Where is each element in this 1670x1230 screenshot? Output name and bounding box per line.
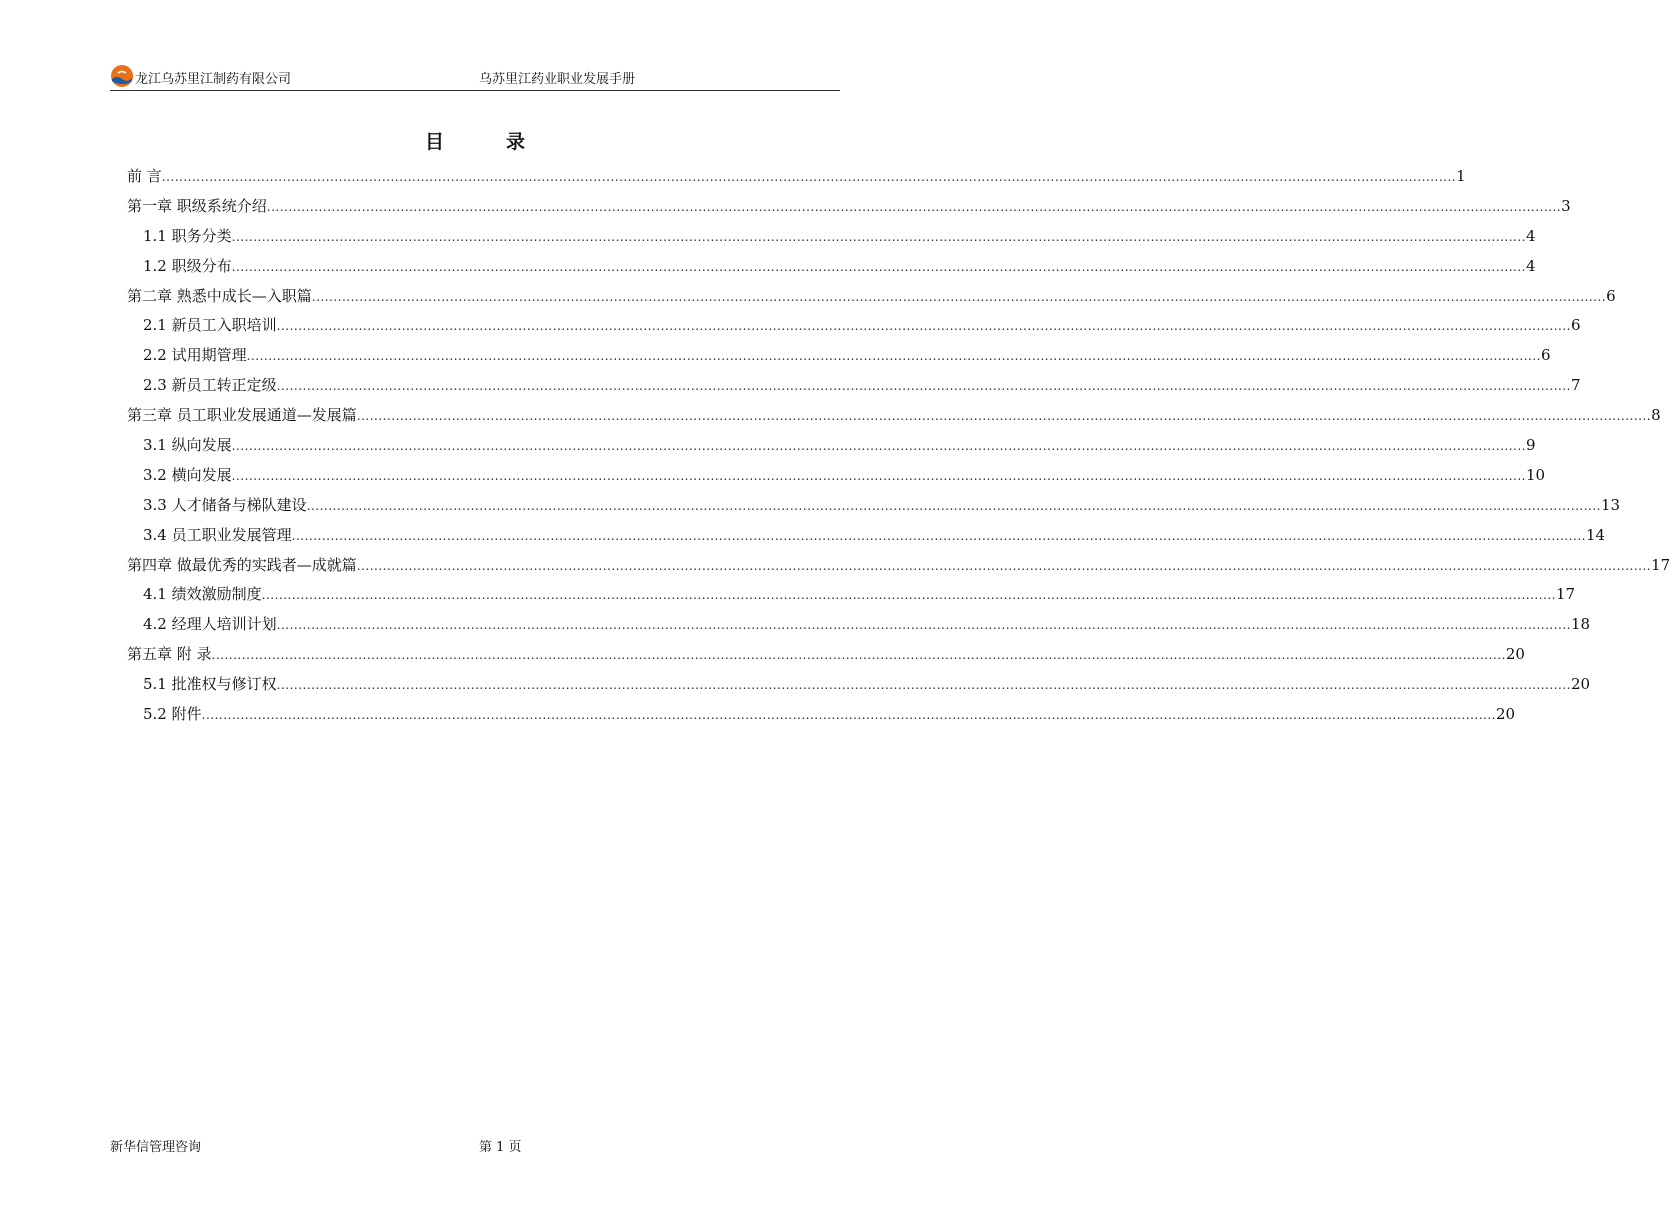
toc-entry-label: 3.2 横向发展: [143, 465, 232, 484]
toc-entry-label: 第三章 员工职业发展通道—发展篇: [127, 406, 357, 425]
toc-entry-page: 17: [1651, 555, 1670, 574]
toc-entry-page: 13: [1600, 495, 1621, 514]
toc-leader-dots: ............................................................................................................................................................................................................................................................................................................: [231, 468, 1526, 483]
toc-leader-dots: ............................................................................................................................................................................................................................................................................................................: [356, 558, 1652, 573]
toc-entry-label: 1.2 职级分布: [143, 256, 232, 275]
toc-entry-label: 5.1 批准权与修订权: [143, 675, 277, 694]
toc-entry-label: 2.2 试用期管理: [143, 346, 247, 365]
page-title: 目录: [424, 131, 587, 153]
toc-entry[interactable]: [127, 252, 1536, 282]
toc-entry-page: 7: [1570, 376, 1581, 395]
toc-entry-label: 5.2 附件: [143, 705, 202, 724]
toc-entry[interactable]: [127, 401, 1661, 431]
company-logo-icon: [110, 64, 134, 88]
toc-entry[interactable]: [127, 461, 1546, 491]
toc-entry-label: 1.1 职务分类: [143, 226, 232, 245]
toc-entry[interactable]: [127, 162, 1466, 192]
toc-entry-page: 20: [1570, 675, 1591, 694]
toc-entry[interactable]: [127, 700, 1516, 730]
toc-entry-page: 10: [1525, 465, 1546, 484]
toc-leader-dots: ............................................................................................................................................................................................................................................................................................................: [201, 708, 1496, 723]
toc-leader-dots: ............................................................................................................................................................................................................................................................................................................: [276, 379, 1571, 394]
toc-entry[interactable]: [127, 282, 1616, 312]
toc-leader-dots: ............................................................................................................................................................................................................................................................................................................: [161, 170, 1457, 184]
toc-entry-label: 3.4 员工职业发展管理: [143, 525, 292, 544]
toc-entry-label: 第一章 职级系统介绍: [127, 196, 267, 215]
toc-entry-label: 2.3 新员工转正定级: [143, 376, 277, 395]
toc-entry[interactable]: [127, 670, 1591, 700]
toc-leader-dots: ............................................................................................................................................................................................................................................................................................................: [306, 498, 1601, 513]
toc-entry[interactable]: [127, 640, 1525, 670]
footer-publisher: 新华信管理咨询: [110, 1140, 202, 1155]
toc-entry-page: 3: [1561, 196, 1571, 215]
toc-leader-dots: ............................................................................................................................................................................................................................................................................................................: [231, 259, 1526, 274]
toc-leader-dots: ............................................................................................................................................................................................................................................................................................................: [276, 678, 1571, 693]
toc-entry[interactable]: [127, 371, 1581, 401]
toc-entry-page: 8: [1651, 406, 1661, 425]
toc-entry[interactable]: [127, 431, 1536, 461]
toc-entry-label: 4.1 绩效激励制度: [143, 585, 262, 604]
toc-leader-dots: ............................................................................................................................................................................................................................................................................................................: [356, 409, 1652, 424]
toc-entry-page: 20: [1505, 645, 1525, 664]
toc-entry[interactable]: [127, 222, 1536, 252]
toc-entry-label: 第二章 熟悉中成长—入职篇: [127, 286, 312, 305]
toc-entry-label: 第五章 附 录: [127, 645, 212, 664]
toc-entry-label: 3.3 人才储备与梯队建设: [143, 495, 307, 514]
toc-entry-page: 18: [1570, 615, 1591, 634]
manual-title: 乌苏里江药业职业发展手册: [479, 72, 636, 87]
toc-entry-page: 6: [1570, 316, 1581, 335]
toc-entry[interactable]: [127, 491, 1621, 521]
toc-entry-label: 第四章 做最优秀的实践者—成就篇: [127, 555, 357, 574]
toc-entry[interactable]: [127, 580, 1576, 610]
toc-leader-dots: ............................................................................................................................................................................................................................................................................................................: [276, 319, 1571, 334]
toc-leader-dots: ............................................................................................................................................................................................................................................................................................................: [231, 439, 1526, 454]
toc-leader-dots: ............................................................................................................................................................................................................................................................................................................: [291, 528, 1586, 543]
toc-leader-dots: ............................................................................................................................................................................................................................................................................................................: [266, 199, 1562, 214]
company-name: 龙江乌苏里江制药有限公司: [135, 72, 292, 87]
table-of-contents: [127, 162, 1670, 730]
toc-entry-label: 4.2 经理人培训计划: [143, 615, 277, 634]
toc-leader-dots: ............................................................................................................................................................................................................................................................................................................: [261, 588, 1556, 603]
toc-entry-page: 17: [1555, 585, 1576, 604]
toc-entry[interactable]: [127, 311, 1581, 341]
toc-entry-page: 1: [1456, 167, 1466, 185]
toc-entry-page: 9: [1525, 436, 1536, 455]
toc-entry-page: 20: [1495, 705, 1516, 724]
toc-leader-dots: ............................................................................................................................................................................................................................................................................................................: [246, 349, 1541, 364]
toc-leader-dots: ............................................................................................................................................................................................................................................................................................................: [211, 648, 1506, 663]
toc-entry[interactable]: [127, 192, 1571, 222]
toc-entry-label: 前 言: [127, 167, 162, 185]
toc-entry[interactable]: [127, 551, 1670, 581]
page-header: [110, 62, 840, 91]
toc-entry-page: 4: [1525, 256, 1536, 275]
toc-entry[interactable]: [127, 610, 1591, 640]
footer-page-number: 第 1 页: [479, 1140, 522, 1155]
toc-entry-label: 3.1 纵向发展: [143, 436, 232, 455]
toc-entry-page: 6: [1606, 286, 1616, 305]
toc-entry-page: 14: [1585, 525, 1606, 544]
toc-leader-dots: ............................................................................................................................................................................................................................................................................................................: [231, 229, 1526, 244]
toc-leader-dots: ............................................................................................................................................................................................................................................................................................................: [276, 618, 1571, 633]
toc-entry-page: 4: [1525, 226, 1536, 245]
toc-entry-page: 6: [1540, 346, 1551, 365]
toc-entry-label: 2.1 新员工入职培训: [143, 316, 277, 335]
toc-entry[interactable]: [127, 341, 1551, 371]
toc-entry[interactable]: [127, 521, 1606, 551]
toc-leader-dots: ............................................................................................................................................................................................................................................................................................................: [311, 289, 1607, 304]
